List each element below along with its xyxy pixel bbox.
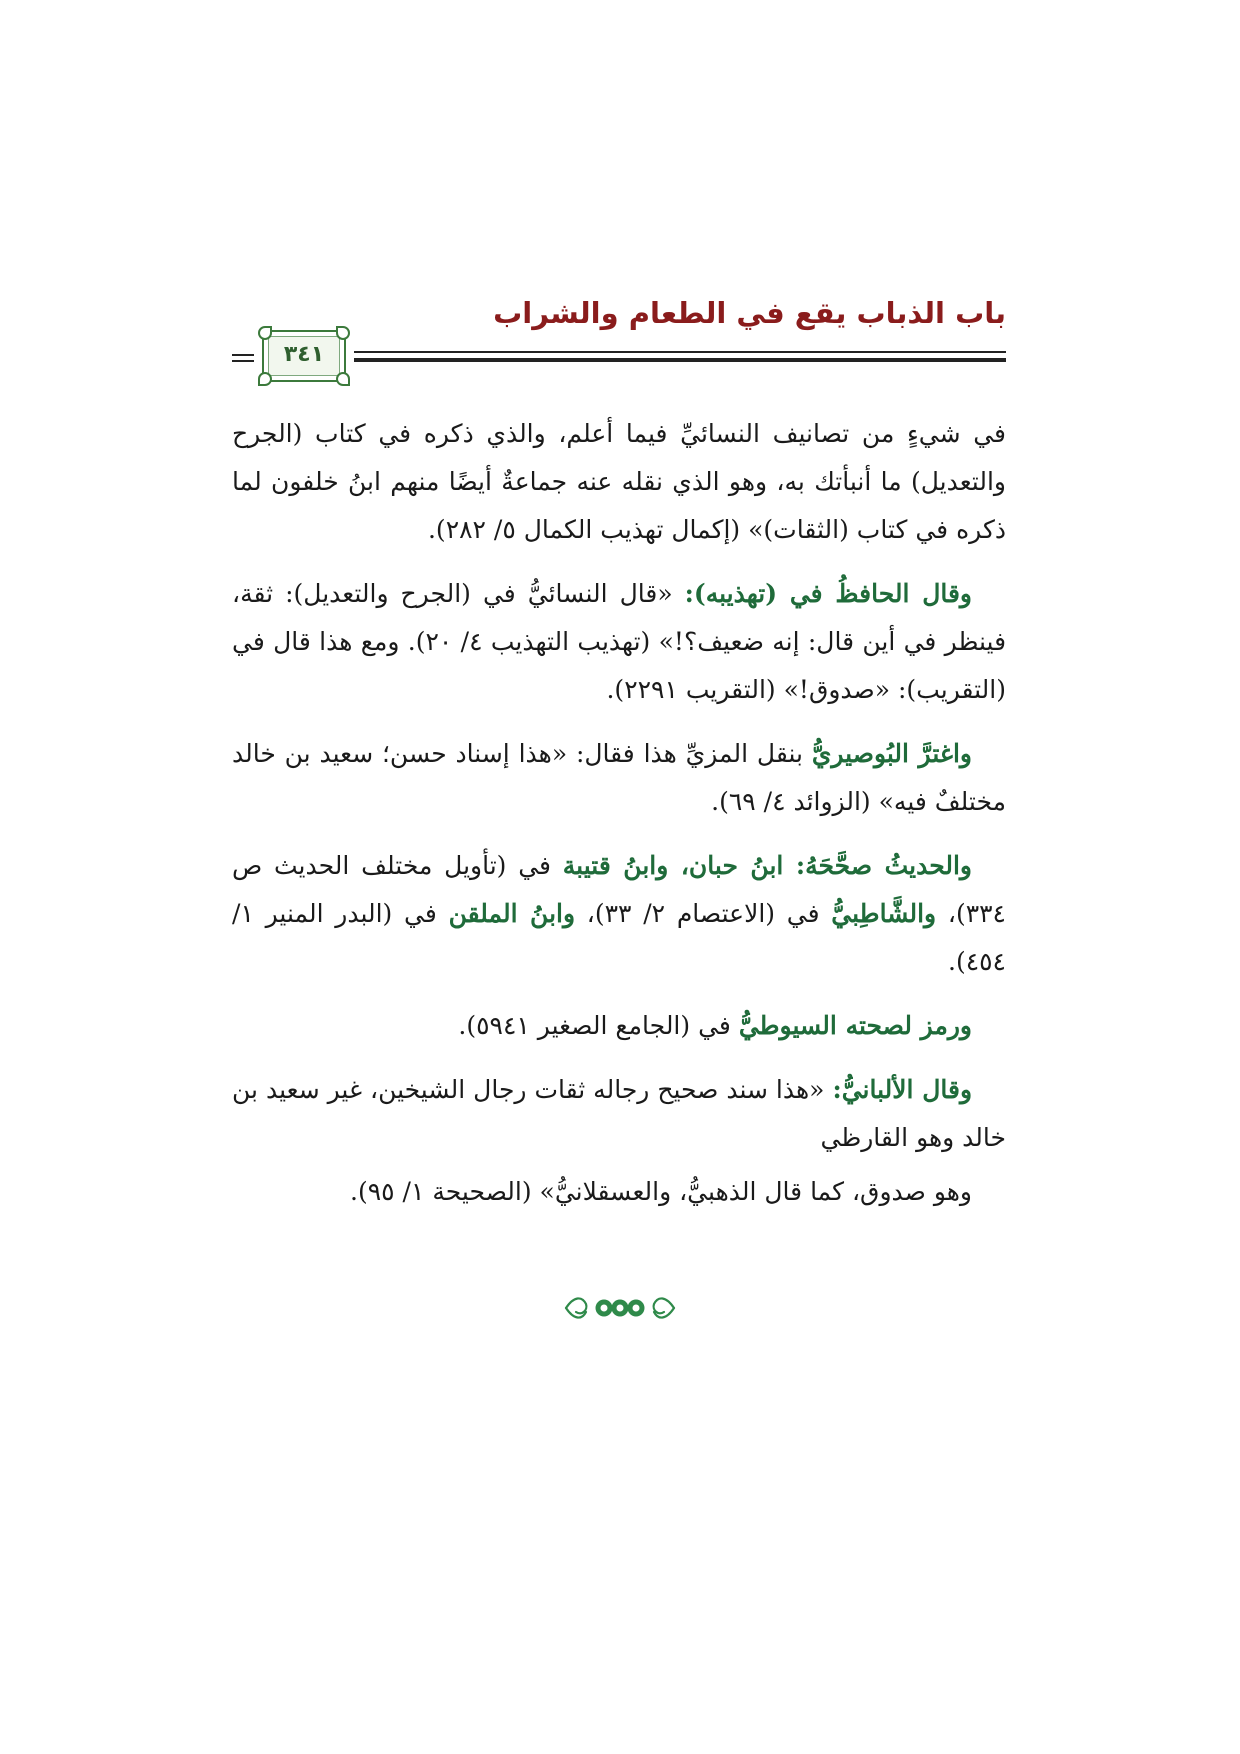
paragraph-text: في (تأويل مختلف الحديث ص ٣٣٤)،	[232, 851, 1006, 928]
badge-corner-ornament	[258, 326, 272, 340]
highlighted-name: وابنُ الملقن	[448, 899, 576, 928]
badge-corner-ornament	[336, 326, 350, 340]
page-number: ٣٤١	[283, 342, 325, 367]
badge-corner-ornament	[336, 372, 350, 386]
paragraph	[232, 1002, 1006, 1050]
paragraph-text: بنقل المزيِّ هذا فقال: «هذا إسناد حسن؛ سعيد بن خالد مختلفٌ فيه» (الزوائد ٤/ ٦٩).	[232, 739, 1006, 816]
header-rule	[354, 351, 1006, 353]
header-rule	[354, 358, 1006, 362]
paragraph	[232, 1066, 1006, 1162]
page-header	[232, 296, 1006, 392]
highlighted-name: والحديثُ صحَّحَهُ: ابنُ حبان، وابنُ قتيبة	[562, 851, 972, 880]
highlighted-name: والشَّاطِبيُّ	[831, 899, 937, 928]
badge-corner-ornament	[258, 372, 272, 386]
page-body	[232, 410, 1006, 1232]
highlighted-name: وقال الألبانيُّ:	[832, 1075, 973, 1104]
header-rule	[232, 360, 254, 362]
paragraph-text: «قال النسائيُّ في (الجرح والتعديل): ثقة، فينظر في أين قال: إنه ضعيف؟!» (تهذيب التهذيب ٤/ ٢٠). ومع هذا قال في (التقريب): «صدوق!» (التقريب ٢٢٩١).	[232, 579, 1007, 704]
highlighted-name: وقال الحافظُ في (تهذيبه):	[684, 579, 972, 608]
paragraph	[232, 842, 1006, 986]
paragraph-text: وهو صدوق، كما قال الذهبيُّ، والعسقلانيُّ» (الصحيحة ١/ ٩٥).	[350, 1177, 972, 1206]
chapter-title: باب الذباب يقع في الطعام والشراب	[493, 296, 1006, 330]
paragraph-text: «هذا سند صحيح رجاله ثقات رجال الشيخين، غير سعيد بن خالد وهو القارظي	[232, 1075, 1006, 1152]
header-rule	[232, 354, 254, 356]
page-number-badge	[262, 330, 346, 382]
paragraph	[232, 1168, 1006, 1216]
highlighted-name: ورمز لصحته السيوطيُّ	[738, 1011, 972, 1040]
paragraph-text: في (الاعتصام ٢/ ٣٣)،	[575, 899, 832, 928]
paragraph-text: في (الجامع الصغير ٥٩٤١).	[458, 1011, 739, 1040]
paragraph	[232, 730, 1006, 826]
section-end-ornament-icon	[560, 1290, 680, 1326]
paragraph-text: في شيءٍ من تصانيف النسائيِّ فيما أعلم، والذي ذكره في كتاب (الجرح والتعديل) ما أنبأتك به، وهو الذي نقله عنه جماعةٌ أيضًا منهم ابنُ خلفون لما ذكره في كتاب (الثقات)» (إكمال تهذيب الكمال ٥/ ٢٨٢).	[232, 419, 1006, 544]
paragraph	[232, 410, 1006, 554]
paragraph	[232, 570, 1006, 714]
highlighted-name: واغترَّ البُوصيريُّ	[811, 739, 972, 768]
paragraph-text: في (البدر المنير ١/ ٤٥٤).	[232, 899, 1006, 976]
